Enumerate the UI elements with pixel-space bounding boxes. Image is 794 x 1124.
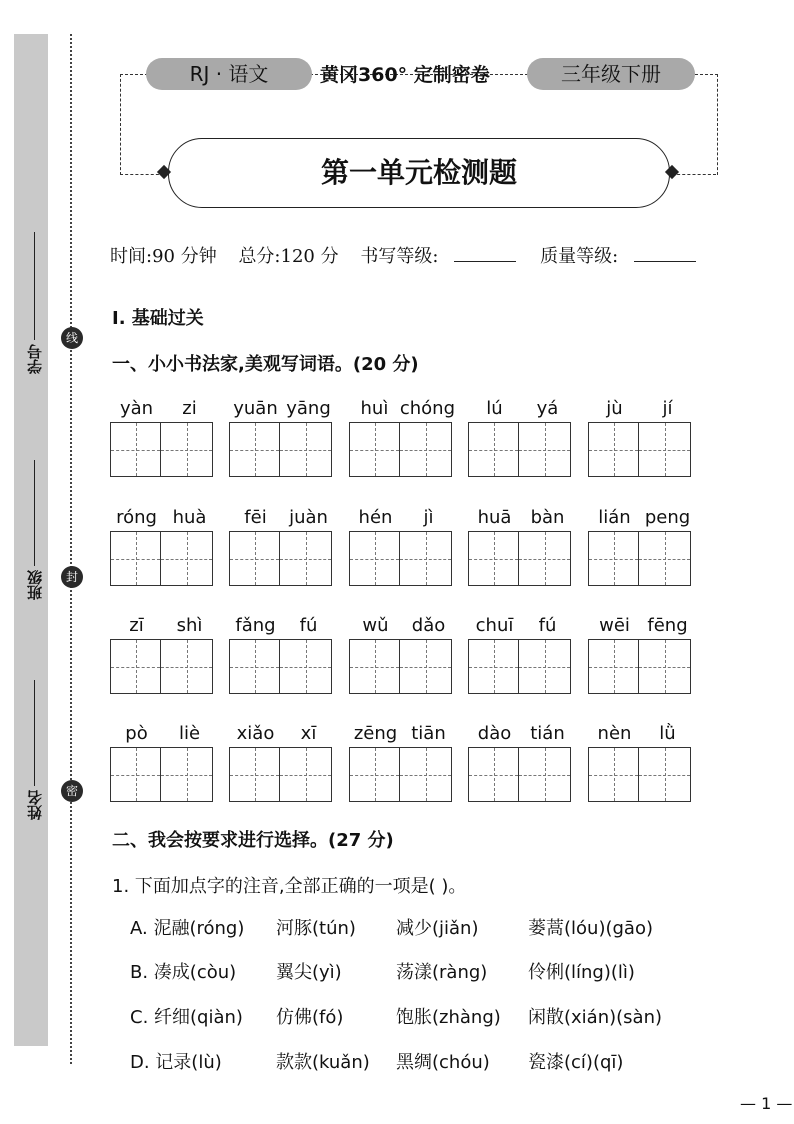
pinyin: [468, 507, 574, 528]
writing-cell[interactable]: [349, 422, 400, 477]
exam-meta: [110, 242, 730, 268]
writing-cell[interactable]: [110, 747, 161, 802]
writing-cell[interactable]: [161, 531, 213, 586]
pinyin-syllable: jù: [606, 398, 623, 419]
grade-pill: 三年级下册: [527, 58, 695, 90]
writing-cell[interactable]: [639, 531, 691, 586]
writing-cell[interactable]: [349, 747, 400, 802]
pinyin: [588, 507, 694, 528]
total-score: 总分:120 分: [238, 246, 339, 267]
cut-mark-line: 线: [61, 327, 83, 349]
option-item: 瓷漆(cí)(qī): [528, 1052, 624, 1073]
option-item: 饱胀(zhàng): [396, 1007, 501, 1028]
part2-heading: 二、我会按要求进行选择。(27 分): [112, 830, 394, 851]
writing-cell[interactable]: [639, 422, 691, 477]
pinyin-syllable: bàn: [530, 507, 565, 528]
option-item: 荡漾(ràng): [396, 962, 488, 983]
page-title: 第一单元检测题: [168, 138, 670, 208]
writing-cell[interactable]: [349, 639, 400, 694]
pinyin-syllable: zī: [129, 615, 144, 636]
pinyin-syllable: yuān: [233, 398, 278, 419]
page-number: — 1 —: [740, 1094, 793, 1113]
pinyin-syllable: zi: [182, 398, 197, 419]
pinyin-syllable: huà: [172, 507, 207, 528]
pinyin-syllable: nèn: [597, 723, 632, 744]
pinyin-syllable: yá: [536, 398, 559, 419]
pinyin: [110, 723, 216, 744]
writing-cell[interactable]: [588, 422, 639, 477]
pinyin-syllable: yāng: [286, 398, 331, 419]
pinyin-syllable: chóng: [399, 398, 455, 419]
quality-grade-blank[interactable]: [634, 247, 696, 262]
pinyin-syllable: lián: [598, 507, 631, 528]
pinyin-syllable: shì: [176, 615, 203, 636]
writing-cell[interactable]: [519, 639, 571, 694]
pinyin: [349, 723, 455, 744]
pinyin-syllable: lǜ: [659, 723, 676, 744]
writing-cell[interactable]: [110, 531, 161, 586]
question-1: 1. 下面加点字的注音,全部正确的一项是( )。: [112, 876, 467, 897]
time-limit: 时间:90 分钟: [110, 246, 217, 267]
option-item: A. 泥融(róng): [130, 918, 245, 939]
writing-cell[interactable]: [110, 422, 161, 477]
option-item: 黑绸(chóu): [396, 1052, 490, 1073]
writing-cell[interactable]: [519, 747, 571, 802]
option-item: C. 纤细(qiàn): [130, 1007, 243, 1028]
pinyin-syllable: fú: [538, 615, 557, 636]
writing-cell[interactable]: [519, 422, 571, 477]
writing-cell[interactable]: [280, 531, 332, 586]
pinyin-syllable: xiǎo: [236, 723, 275, 744]
pinyin-syllable: juàn: [289, 507, 328, 528]
option-item: D. 记录(lù): [130, 1052, 222, 1073]
writing-cell[interactable]: [229, 531, 280, 586]
writing-cell[interactable]: [229, 422, 280, 477]
pinyin-syllable: wǔ: [362, 615, 389, 636]
writing-cell[interactable]: [229, 747, 280, 802]
writing-cell[interactable]: [161, 422, 213, 477]
name-field: 姓名: [22, 680, 46, 820]
section-basic: Ⅰ. 基础过关: [112, 308, 204, 329]
writing-cell[interactable]: [161, 639, 213, 694]
pinyin-syllable: chuī: [475, 615, 514, 636]
part1-heading: 一、小小书法家,美观写词语。(20 分): [112, 354, 419, 375]
pinyin: [110, 507, 216, 528]
pinyin-syllable: yàn: [119, 398, 154, 419]
writing-cell[interactable]: [400, 747, 452, 802]
pinyin: [110, 615, 216, 636]
writing-cell[interactable]: [400, 639, 452, 694]
pinyin-syllable: huā: [477, 507, 512, 528]
writing-cell[interactable]: [110, 639, 161, 694]
writing-cell[interactable]: [280, 422, 332, 477]
pinyin-syllable: tiān: [411, 723, 446, 744]
pinyin-syllable: tián: [530, 723, 565, 744]
pinyin-syllable: fēi: [244, 507, 267, 528]
writing-cell[interactable]: [468, 747, 519, 802]
pinyin: [349, 507, 455, 528]
pinyin-syllable: liè: [178, 723, 201, 744]
option-item: 减少(jiǎn): [396, 918, 479, 939]
writing-cell[interactable]: [280, 639, 332, 694]
pinyin: [588, 398, 694, 419]
pinyin-syllable: hén: [358, 507, 393, 528]
pinyin: [229, 723, 335, 744]
writing-cell[interactable]: [280, 747, 332, 802]
option-item: 河豚(tún): [276, 918, 356, 939]
pinyin: [229, 398, 335, 419]
writing-cell[interactable]: [161, 747, 213, 802]
cut-line: [70, 34, 72, 1064]
pinyin-syllable: xī: [300, 723, 317, 744]
pinyin-syllable: fǎng: [235, 615, 276, 636]
writing-grade-blank[interactable]: [454, 247, 516, 262]
pinyin: [588, 615, 694, 636]
option-item: 仿佛(fó): [276, 1007, 344, 1028]
pinyin: [229, 507, 335, 528]
writing-cell[interactable]: [400, 422, 452, 477]
pinyin-syllable: fú: [299, 615, 318, 636]
pinyin: [110, 398, 216, 419]
pinyin-syllable: dào: [477, 723, 512, 744]
pinyin: [229, 615, 335, 636]
pinyin: [468, 398, 574, 419]
writing-cell[interactable]: [400, 531, 452, 586]
writing-cell[interactable]: [639, 639, 691, 694]
pinyin-syllable: lú: [486, 398, 503, 419]
pinyin-syllable: huì: [360, 398, 389, 419]
option-item: 伶俐(líng)(lì): [528, 962, 635, 983]
writing-cell[interactable]: [229, 639, 280, 694]
writing-cell[interactable]: [468, 422, 519, 477]
option-item: 翼尖(yì): [276, 962, 342, 983]
pinyin-syllable: peng: [644, 507, 691, 528]
writing-cell[interactable]: [519, 531, 571, 586]
pinyin: [349, 615, 455, 636]
pinyin: [588, 723, 694, 744]
pinyin-syllable: wēi: [599, 615, 630, 636]
writing-cell[interactable]: [468, 531, 519, 586]
writing-grade-label: 书写等级:: [360, 246, 439, 267]
writing-cell[interactable]: [639, 747, 691, 802]
pinyin-syllable: jì: [423, 507, 434, 528]
writing-cell[interactable]: [588, 531, 639, 586]
writing-cell[interactable]: [588, 639, 639, 694]
subject-pill: RJ · 语文: [146, 58, 312, 90]
pinyin: [468, 615, 574, 636]
pinyin: [468, 723, 574, 744]
pinyin-syllable: róng: [116, 507, 157, 528]
option-item: 款款(kuǎn): [276, 1052, 370, 1073]
option-item: 闲散(xián)(sàn): [528, 1007, 662, 1028]
class-field: 班级: [22, 460, 46, 600]
writing-cell[interactable]: [588, 747, 639, 802]
pinyin-syllable: zēng: [353, 723, 398, 744]
series-name: 黄冈360° 定制密卷: [320, 64, 490, 86]
cut-mark-secret: 密: [61, 780, 83, 802]
cut-mark-seal: 封: [61, 566, 83, 588]
pinyin: [349, 398, 455, 419]
writing-cell[interactable]: [349, 531, 400, 586]
quality-grade-label: 质量等级:: [540, 246, 619, 267]
option-item: B. 凑成(còu): [130, 962, 237, 983]
pinyin-syllable: dǎo: [411, 615, 446, 636]
pinyin-syllable: fēng: [647, 615, 688, 636]
pinyin-syllable: pò: [125, 723, 148, 744]
student-number-field: 学号: [22, 232, 46, 374]
pinyin-syllable: jí: [662, 398, 673, 419]
writing-cell[interactable]: [468, 639, 519, 694]
option-item: 蒌蒿(lóu)(gāo): [528, 918, 653, 939]
